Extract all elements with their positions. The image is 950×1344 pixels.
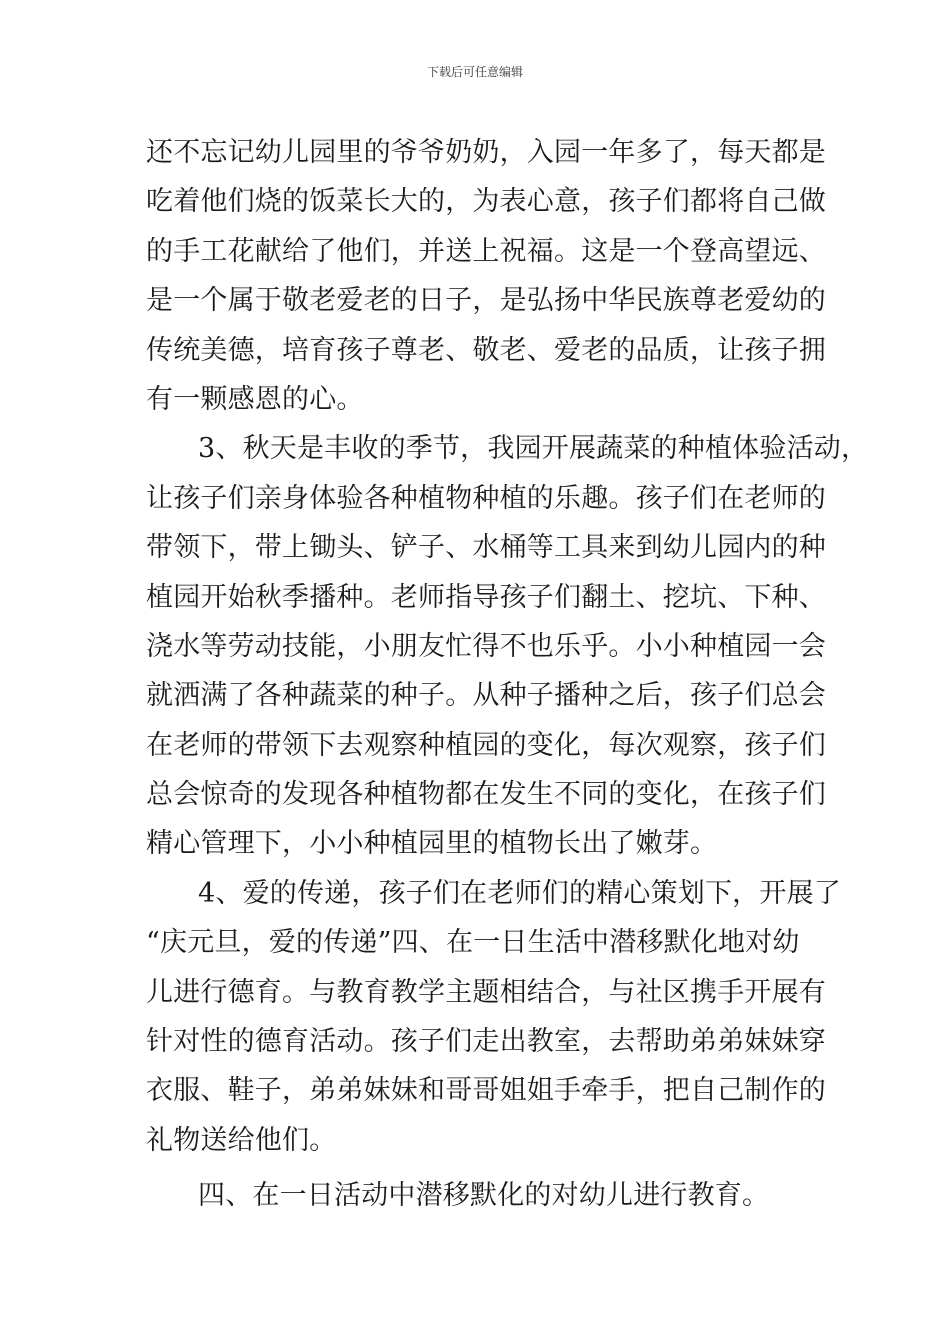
text-line: 有一颗感恩的心。 <box>146 383 364 415</box>
text-line: 还不忘记幼儿园里的爷爷奶奶，入园一年多了，每天都是 <box>146 137 826 168</box>
text-line: 让孩子们亲身体验各种植物种植的乐趣。孩子们在老师的 <box>146 482 826 514</box>
text-line: 总会惊奇的发现各种植物都在发生不同的变化，在孩子们 <box>146 779 826 811</box>
text-line: 浇水等劳动技能，小朋友忙得不也乐乎。小小种植园一会 <box>146 630 826 662</box>
section-heading-line: 四、在一日活动中潜移默化的对幼儿进行教育。 <box>198 1180 770 1212</box>
text-line: 是一个属于敬老爱老的日子，是弘扬中华民族尊老爱幼的 <box>146 285 826 317</box>
text-line: 针对性的德育活动。孩子们走出教室，去帮助弟弟妹妹穿 <box>146 1026 826 1058</box>
text-line: 就洒满了各种蔬菜的种子。从种子播种之后，孩子们总会 <box>146 680 826 712</box>
text-line: 儿进行德育。与教育教学主题相结合，与社区携手开展有 <box>146 976 826 1008</box>
text-line: 传统美德，培育孩子尊老、敬老、爱老的品质，让孩子拥 <box>146 334 826 366</box>
text-line: 吃着他们烧的饭菜长大的，为表心意，孩子们都将自己做 <box>146 186 826 218</box>
page-header: 下载后可任意编辑 <box>426 65 523 79</box>
document-body <box>146 128 869 1221</box>
text-line: 精心管理下，小小种植园里的植物长出了嫩芽。 <box>146 828 718 860</box>
paragraph-start-line: 4、爱的传递，孩子们在老师们的精心策划下，开展了 <box>198 877 841 909</box>
text-line: “庆元旦，爱的传递”四、在一日生活中潜移默化地对幼 <box>146 927 800 959</box>
text-line: 衣服、鞋子，弟弟妹妹和哥哥姐姐手牵手，把自己制作的 <box>146 1075 826 1107</box>
text-line: 礼物送给他们。 <box>146 1124 337 1156</box>
text-line: 的手工花献给了他们，并送上祝福。这是一个登高望远、 <box>146 235 826 267</box>
paragraph-start-line: 3、秋天是丰收的季节，我园开展蔬菜的种植体验活动， <box>198 433 869 465</box>
text-line: 在老师的带领下去观察种植园的变化，每次观察，孩子们 <box>146 729 826 761</box>
text-line: 带领下，带上锄头、铲子、水桶等工具来到幼儿园内的种 <box>146 532 826 564</box>
text-line: 植园开始秋季播种。老师指导孩子们翻土、挖坑、下种、 <box>146 581 826 613</box>
